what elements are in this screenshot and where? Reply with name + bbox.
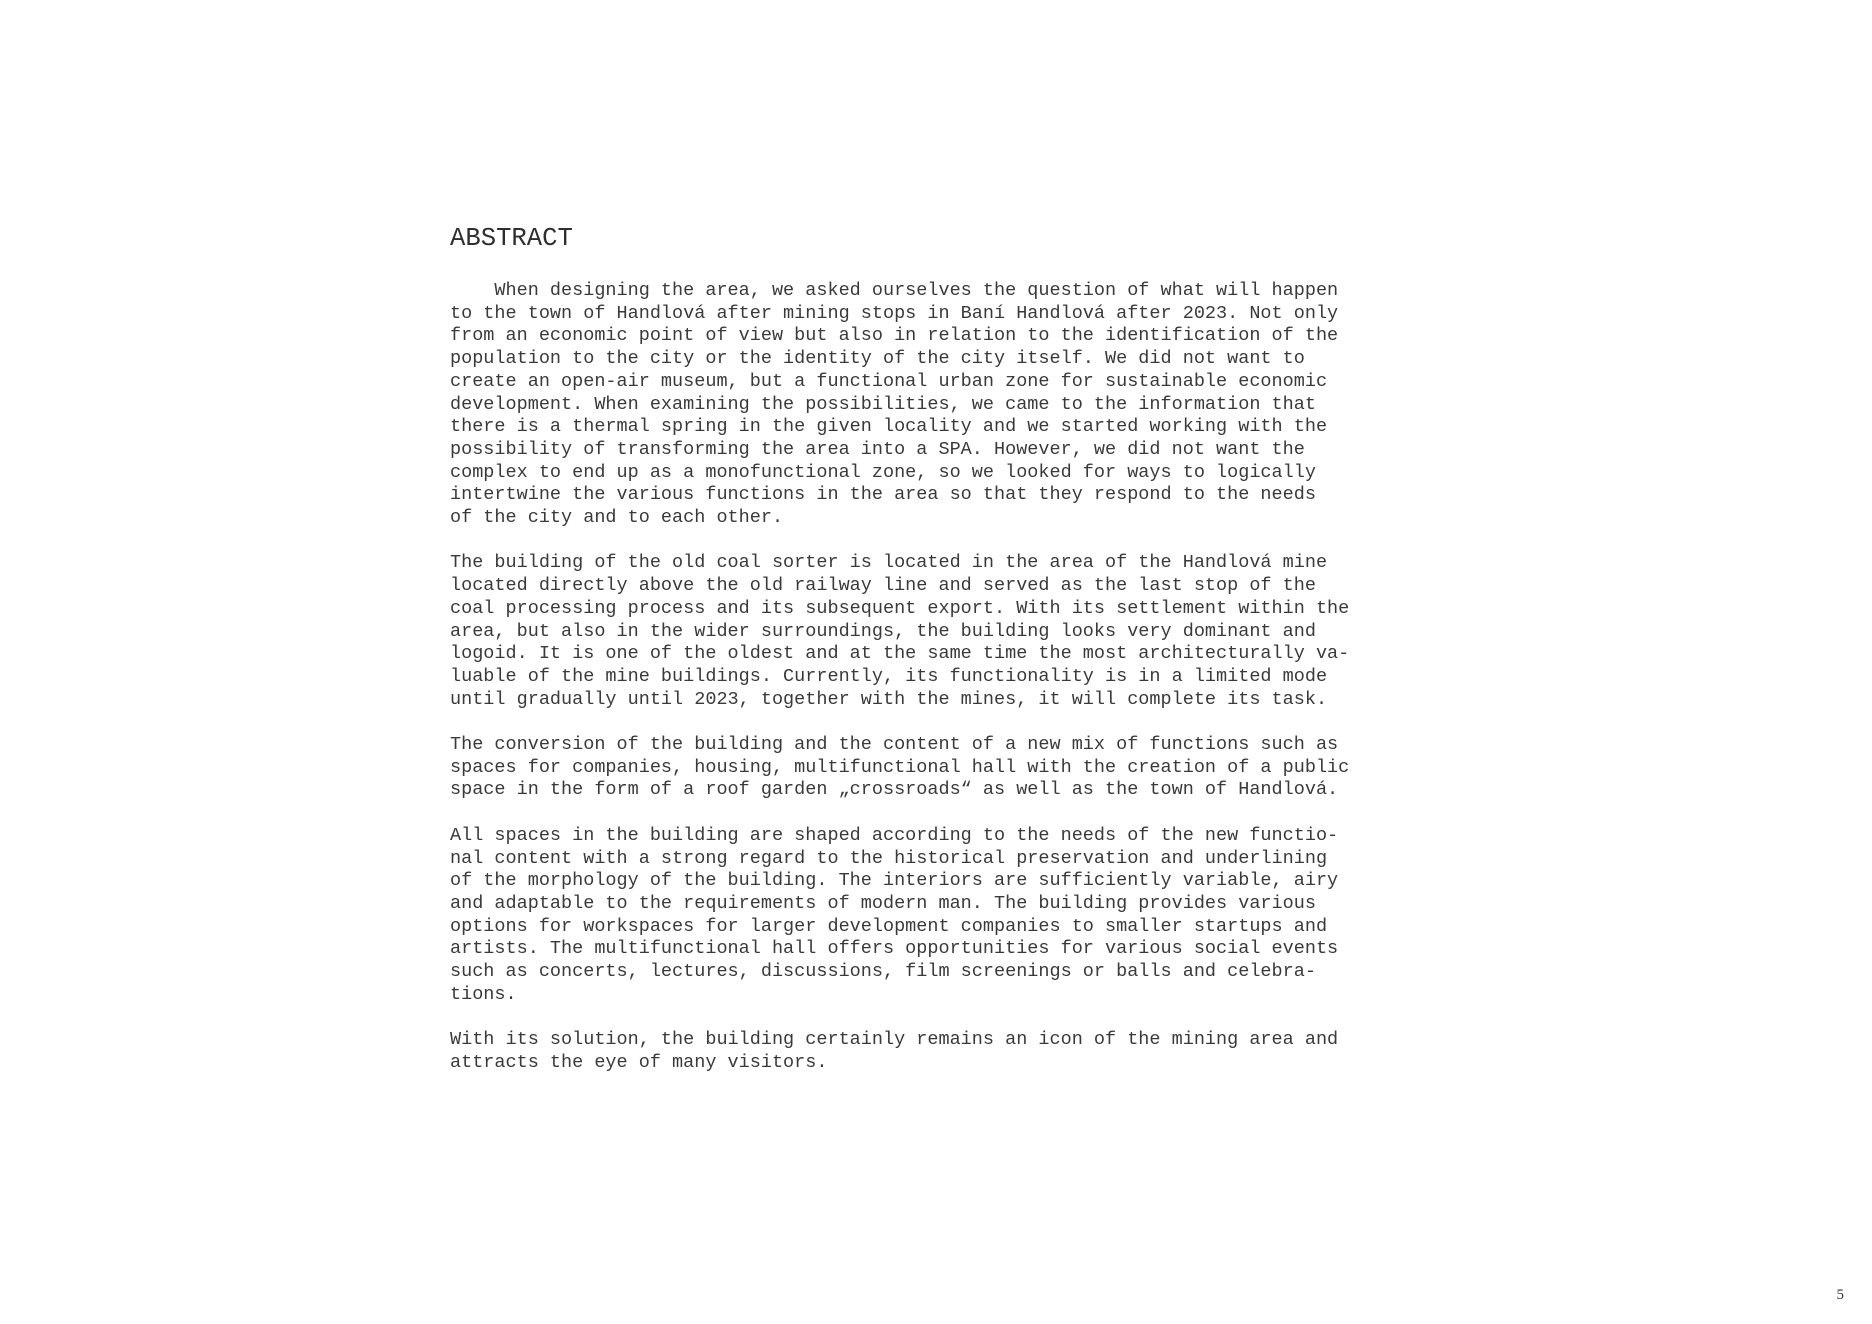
text-line: space in the form of a roof garden „crossroads“ as well as the town of Handlová. [450, 779, 1339, 801]
paragraph [450, 280, 1425, 530]
text-line: there is a thermal spring in the given locality and we started working with the [450, 416, 1328, 438]
text-line: The conversion of the building and the content of a new mix of functions such as [450, 734, 1339, 756]
paragraph [450, 825, 1425, 1007]
text-line: such as concerts, lectures, discussions, film screenings or balls and celebra- [450, 961, 1316, 983]
text-line: nal content with a strong regard to the historical preservation and underlining [450, 847, 1328, 869]
text-line: options for workspaces for larger development companies to smaller startups and [450, 915, 1328, 937]
text-line: of the morphology of the building. The interiors are sufficiently variable, airy [450, 870, 1339, 892]
text-line: spaces for companies, housing, multifunctional hall with the creation of a public [450, 756, 1350, 778]
text-line: and adaptable to the requirements of modern man. The building provides various [450, 892, 1316, 914]
text-line: luable of the mine buildings. Currently, its functionality is in a limited mode [450, 665, 1328, 687]
text-line: until gradually until 2023, together with the mines, it will complete its task. [450, 688, 1328, 710]
paragraph [450, 734, 1425, 802]
text-line: located directly above the old railway line and served as the last stop of the [450, 575, 1316, 597]
text-line: of the city and to each other. [450, 507, 784, 529]
text-line: to the town of Handlová after mining stops in Baní Handlová after 2023. Not only [450, 302, 1339, 324]
text-line: With its solution, the building certainly remains an icon of the mining area and [450, 1029, 1339, 1051]
text-line: population to the city or the identity of the city itself. We did not want to [450, 348, 1305, 370]
abstract-body [450, 280, 1425, 1097]
text-line: from an economic point of view but also in relation to the identification of the [450, 325, 1339, 347]
paragraph [450, 552, 1425, 711]
page-number: 5 [1836, 1287, 1844, 1303]
text-line: development. When examining the possibilities, we came to the information that [450, 393, 1316, 415]
text-line: complex to end up as a monofunctional zone, so we looked for ways to logically [450, 461, 1316, 483]
text-line: intertwine the various functions in the area so that they respond to the needs [450, 484, 1316, 506]
text-line: When designing the area, we asked ourselves the question of what will happen [450, 280, 1339, 301]
text-line: tions. [450, 983, 517, 1005]
text-line: area, but also in the wider surroundings, the building looks very dominant and [450, 620, 1316, 642]
text-line: All spaces in the building are shaped according to the needs of the new functio- [450, 824, 1339, 846]
text-line: possibility of transforming the area into a SPA. However, we did not want the [450, 438, 1305, 460]
text-line: coal processing process and its subsequent export. With its settlement within the [450, 597, 1350, 619]
text-line: attracts the eye of many visitors. [450, 1051, 828, 1073]
abstract-heading: ABSTRACT [450, 224, 573, 253]
text-line: The building of the old coal sorter is located in the area of the Handlová mine [450, 552, 1328, 574]
paragraph [450, 1029, 1425, 1074]
text-line: artists. The multifunctional hall offers opportunities for various social events [450, 938, 1339, 960]
text-line: logoid. It is one of the oldest and at the same time the most architecturally va- [450, 643, 1350, 665]
text-line: create an open-air museum, but a functional urban zone for sustainable economic [450, 370, 1328, 392]
